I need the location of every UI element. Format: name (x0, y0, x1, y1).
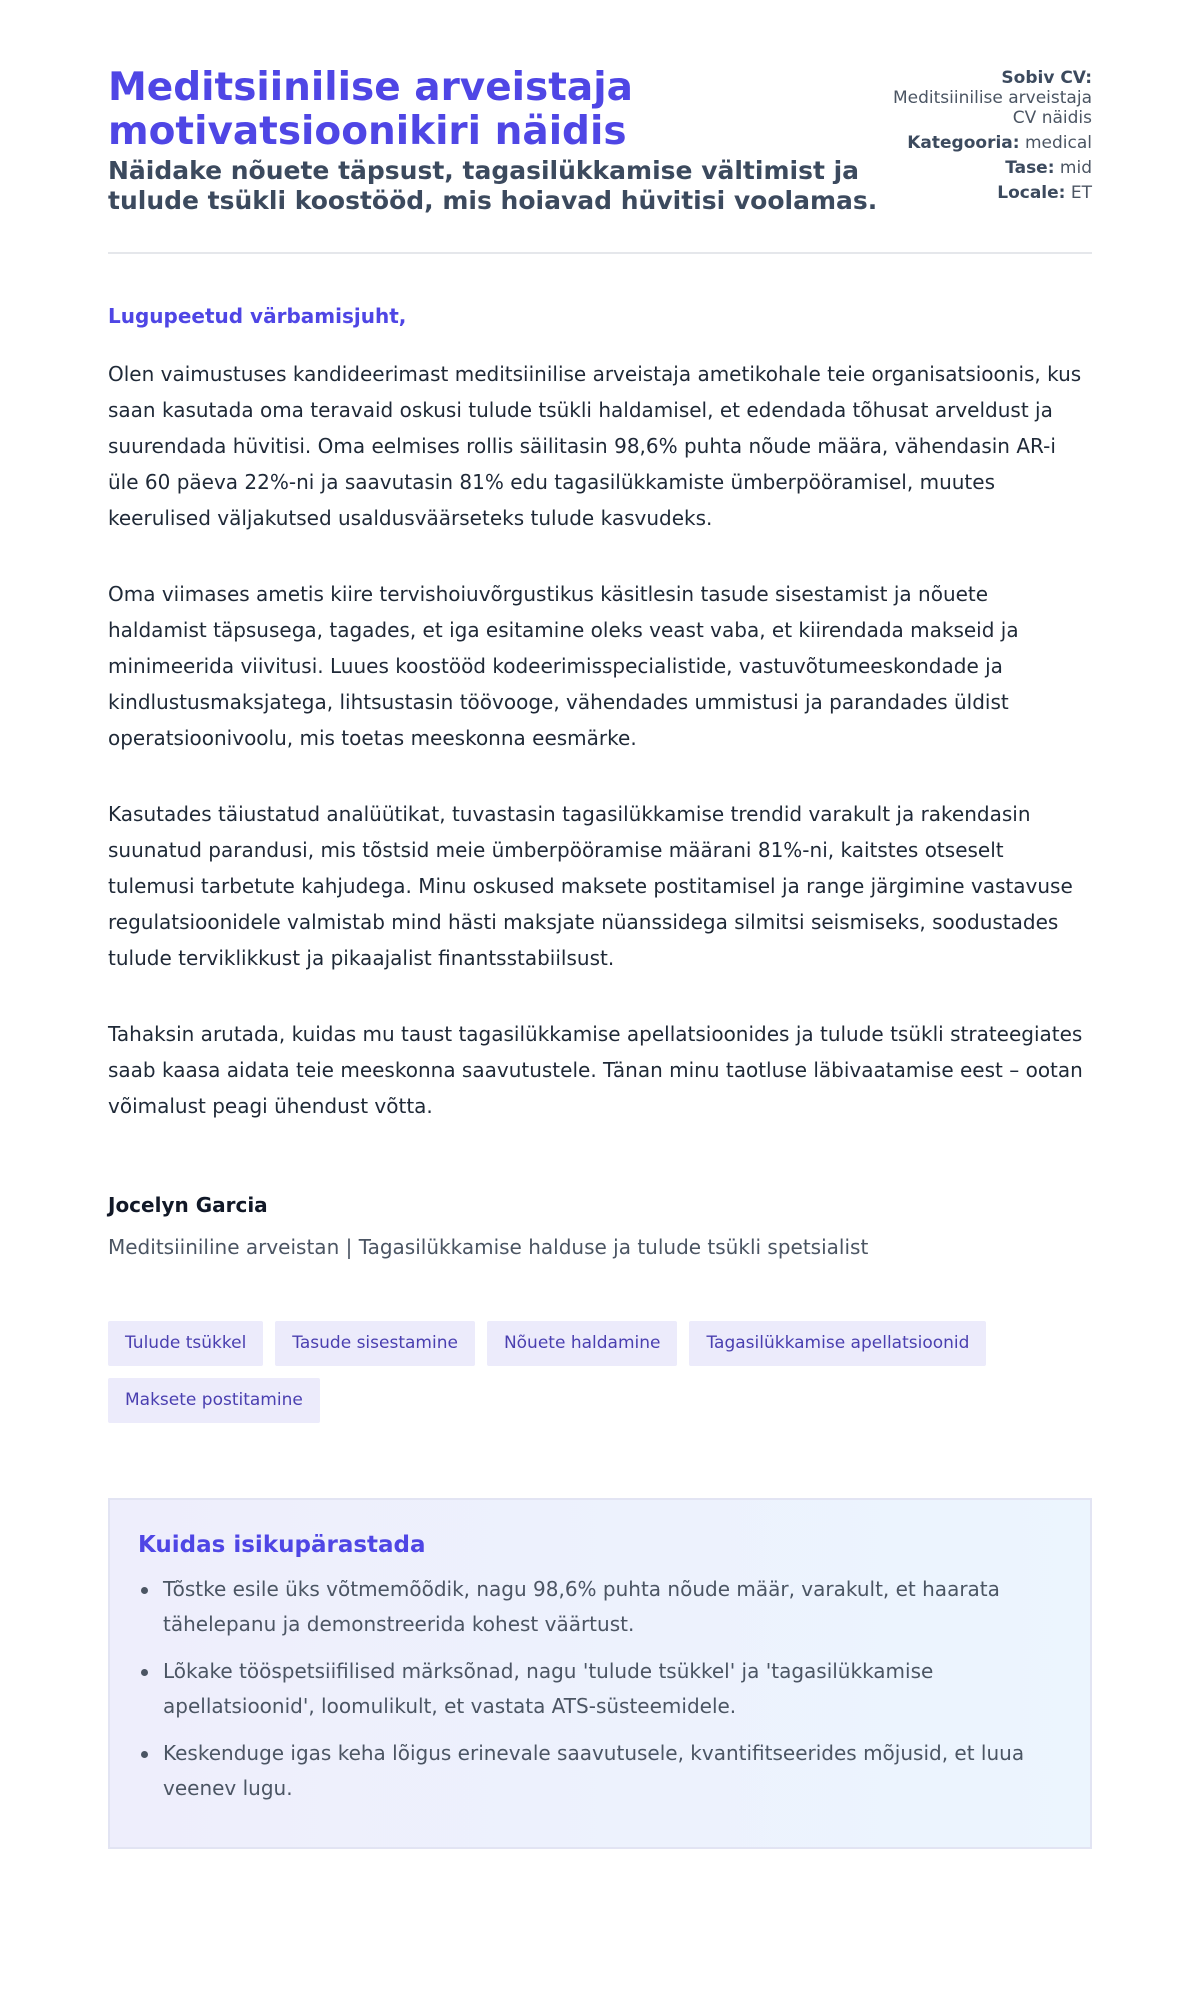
meta-locale-label: Locale: (997, 183, 1066, 203)
meta-level-label: Tase: (1005, 158, 1055, 178)
meta-matching-cv (892, 68, 1092, 128)
signature-name: Jocelyn Garcia (108, 1193, 268, 1217)
skill-tag: Nõuete haldamine (487, 1321, 678, 1366)
bullet-icon (141, 1751, 148, 1758)
skill-tags (108, 1321, 1008, 1423)
tip-item (138, 1572, 1062, 1642)
meta-panel (892, 66, 1092, 208)
tip-item (138, 1736, 1062, 1806)
meta-matching-cv-label: Sobiv CV: (1001, 68, 1092, 88)
meta-level (892, 158, 1092, 178)
tips-title: Kuidas isikupärastada (138, 1532, 426, 1558)
personalization-tips (108, 1498, 1092, 1849)
meta-matching-cv-value[interactable]: Meditsiinilise arveistaja CV näidis (892, 88, 1092, 128)
meta-category-label: Kategooria: (907, 133, 1020, 153)
letter-body (108, 254, 1092, 1262)
meta-locale (892, 183, 1092, 203)
bullet-icon (141, 1669, 148, 1676)
tip-item (138, 1654, 1062, 1724)
letter-paragraph: Olen vaimustuses kandideerimast meditsiinilise arveistaja ametikohale teie organisatsioonis, kus saan kasutada oma teravaid oskusi tulude tsükli haldamisel, et edendada tõhusat arveldust ja suurendada hüvitisi. Oma eelmises rollis säilitasin 98,6% puhta nõude määra, vähendasin AR-i üle 60 päeva 22%-ni ja saavutasin 81% edu tagasilükkamiste ümberpööramisel, muutes keerulised väljakutsed usaldusväärseteks tulude kasvudeks. (108, 362, 1082, 530)
skill-tag: Tulude tsükkel (108, 1321, 263, 1366)
letter-paragraph: Oma viimases ametis kiire tervishoiuvõrgustikus käsitlesin tasude sisestamist ja nõuete haldamist täpsusega, tagades, et iga esitamine oleks veast vaba, et kiirendada makseid ja minimeerida viivitusi. Luues koostööd kodeerimisspecialistide, vastuvõtumeeskondade ja kindlustusmaksjatega, lihtsustasin töövooge, vähendades ummistusi ja parandades üldist operatsioonivoolu, mis toetas meeskonna eesmärke. (108, 582, 1019, 750)
skill-tag: Maksete postitamine (108, 1378, 320, 1423)
meta-level-value: mid (1059, 158, 1092, 178)
meta-locale-value: ET (1070, 183, 1092, 203)
page-header (108, 66, 1092, 254)
page-title: Meditsiinilise arveistaja motivatsioonikiri näidis (108, 65, 633, 154)
bullet-icon (141, 1587, 148, 1594)
letter-paragraph: Kasutades täiustatud analüütikat, tuvastasin tagasilükkamise trendid varakult ja rakendasin suunatud parandusi, mis tõstsid meie ümberpööramise määrani 81%-ni, kaitstes otseselt tulemusi tarbetute kahjudega. Minu oskused maksete postitamisel ja range järgimine vastavuse regulatsioonidele valmistab mind hästi maksjate nüanssidega silmitsi seismiseks, soodustades tulude terviklikkust ja pikaajalist finantsstabiilsust. (108, 802, 1073, 970)
signature-block (108, 1190, 1092, 1262)
tips-list (138, 1572, 1062, 1806)
skill-tag: Tagasilükkamise apellatsioonid (689, 1321, 986, 1366)
signature-role: Meditsiiniline arveistan | Tagasilükkamise halduse ja tulude tsükli spetsialist (108, 1235, 869, 1259)
meta-category-value: medical (1024, 133, 1092, 153)
tip-text: Keskenduge igas keha lõigus erinevale saavutusele, kvantifitseerides mõjusid, et luua veenev lugu. (163, 1741, 1025, 1800)
tip-text: Tõstke esile üks võtmemõõdik, nagu 98,6% puhta nõude määr, varakult, et haarata tähelepanu ja demonstreerida kohest väärtust. (163, 1577, 1000, 1636)
tip-text: Lõkake tööspetsiifilised märksõnad, nagu 'tulude tsükkel' ja 'tagasilükkamise apellatsioonid', loomulikult, et vastata ATS-süsteemidele. (163, 1659, 934, 1718)
meta-category (892, 133, 1092, 153)
letter-paragraph: Tahaksin arutada, kuidas mu taust tagasilükkamise apellatsioonides ja tulude tsükli strateegiates saab kaasa aidata teie meeskonna saavutustele. Tänan minu taotluse läbivaatamise eest – ootan võimalust peagi ühendust võtta. (108, 1022, 1083, 1118)
skill-tag: Tasude sisestamine (275, 1321, 475, 1366)
letter-greeting: Lugupeetud värbamisjuht, (108, 304, 407, 328)
cover-letter-page (108, 0, 1092, 1849)
page-subtitle: Näidake nõuete täpsust, tagasilükkamise vältimist ja tulude tsükli koostööd, mis hoiavad hüvitisi voolamas. (108, 156, 878, 215)
header-titles (108, 66, 878, 216)
